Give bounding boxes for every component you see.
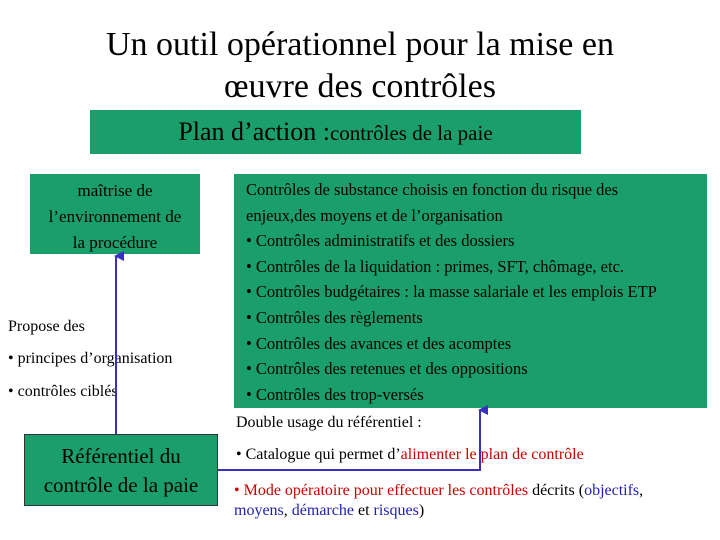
mode-decrits: décrits ( [528, 482, 585, 499]
control-item: • Contrôles budgétaires : la masse salariale et les emplois ETP [246, 282, 657, 302]
environment-line-2: l’environnement de [48, 207, 182, 226]
controls-intro-line-2: enjeux,des moyens et de l’organisation [246, 205, 503, 225]
mode-highlight: • Mode opératoire pour effectuer les contrôles [234, 482, 529, 499]
title-line-2: œuvre des contrôles [224, 68, 496, 105]
propose-item-principles: • principes d’organisation [8, 350, 173, 367]
arrow-to-substance-controls [218, 410, 480, 470]
catalogue-highlight: alimenter le plan de contrôle [400, 446, 584, 463]
plan-main-label: Plan d’action : [178, 117, 330, 146]
control-item: • Contrôles de la liquidation : primes, SFT, chômage, etc. [246, 256, 625, 276]
comma-2: , [283, 502, 292, 519]
close-paren: ) [418, 502, 425, 519]
control-item: • Contrôles des retenues et des oppositions [246, 359, 528, 379]
propose-item-controls: • contrôles ciblés [8, 383, 118, 400]
catalogue-prefix: • Catalogue qui permet d’ [236, 446, 401, 463]
objectifs-word: objectifs [584, 482, 640, 499]
moyens-word: moyens [234, 502, 284, 519]
double-usage-heading: Double usage du référentiel : [236, 414, 422, 431]
referentiel-line-1: Référentiel du [61, 444, 181, 468]
control-item: • Contrôles des avances et des acomptes [246, 333, 512, 353]
control-item: • Contrôles administratifs et des dossiers [246, 231, 515, 251]
demarche-word: démarche [291, 502, 354, 519]
risques-word: risques [373, 502, 419, 519]
control-item: • Contrôles des trop-versés [246, 384, 424, 404]
control-item: • Contrôles des règlements [246, 307, 423, 327]
environment-line-1: maîtrise de [77, 181, 153, 200]
controls-intro-line-1: Contrôles de substance choisis en fonction du risque des [246, 180, 619, 199]
plan-sub-label: contrôles de la paie [329, 121, 493, 145]
referentiel-line-2: contrôle de la paie [43, 473, 199, 497]
environment-line-3: la procédure [72, 233, 158, 252]
propose-heading: Propose des [8, 318, 85, 335]
title-line-1: Un outil opérationnel pour la mise en [106, 26, 614, 63]
comma-1: , [639, 482, 644, 499]
et-word: et [353, 502, 374, 519]
